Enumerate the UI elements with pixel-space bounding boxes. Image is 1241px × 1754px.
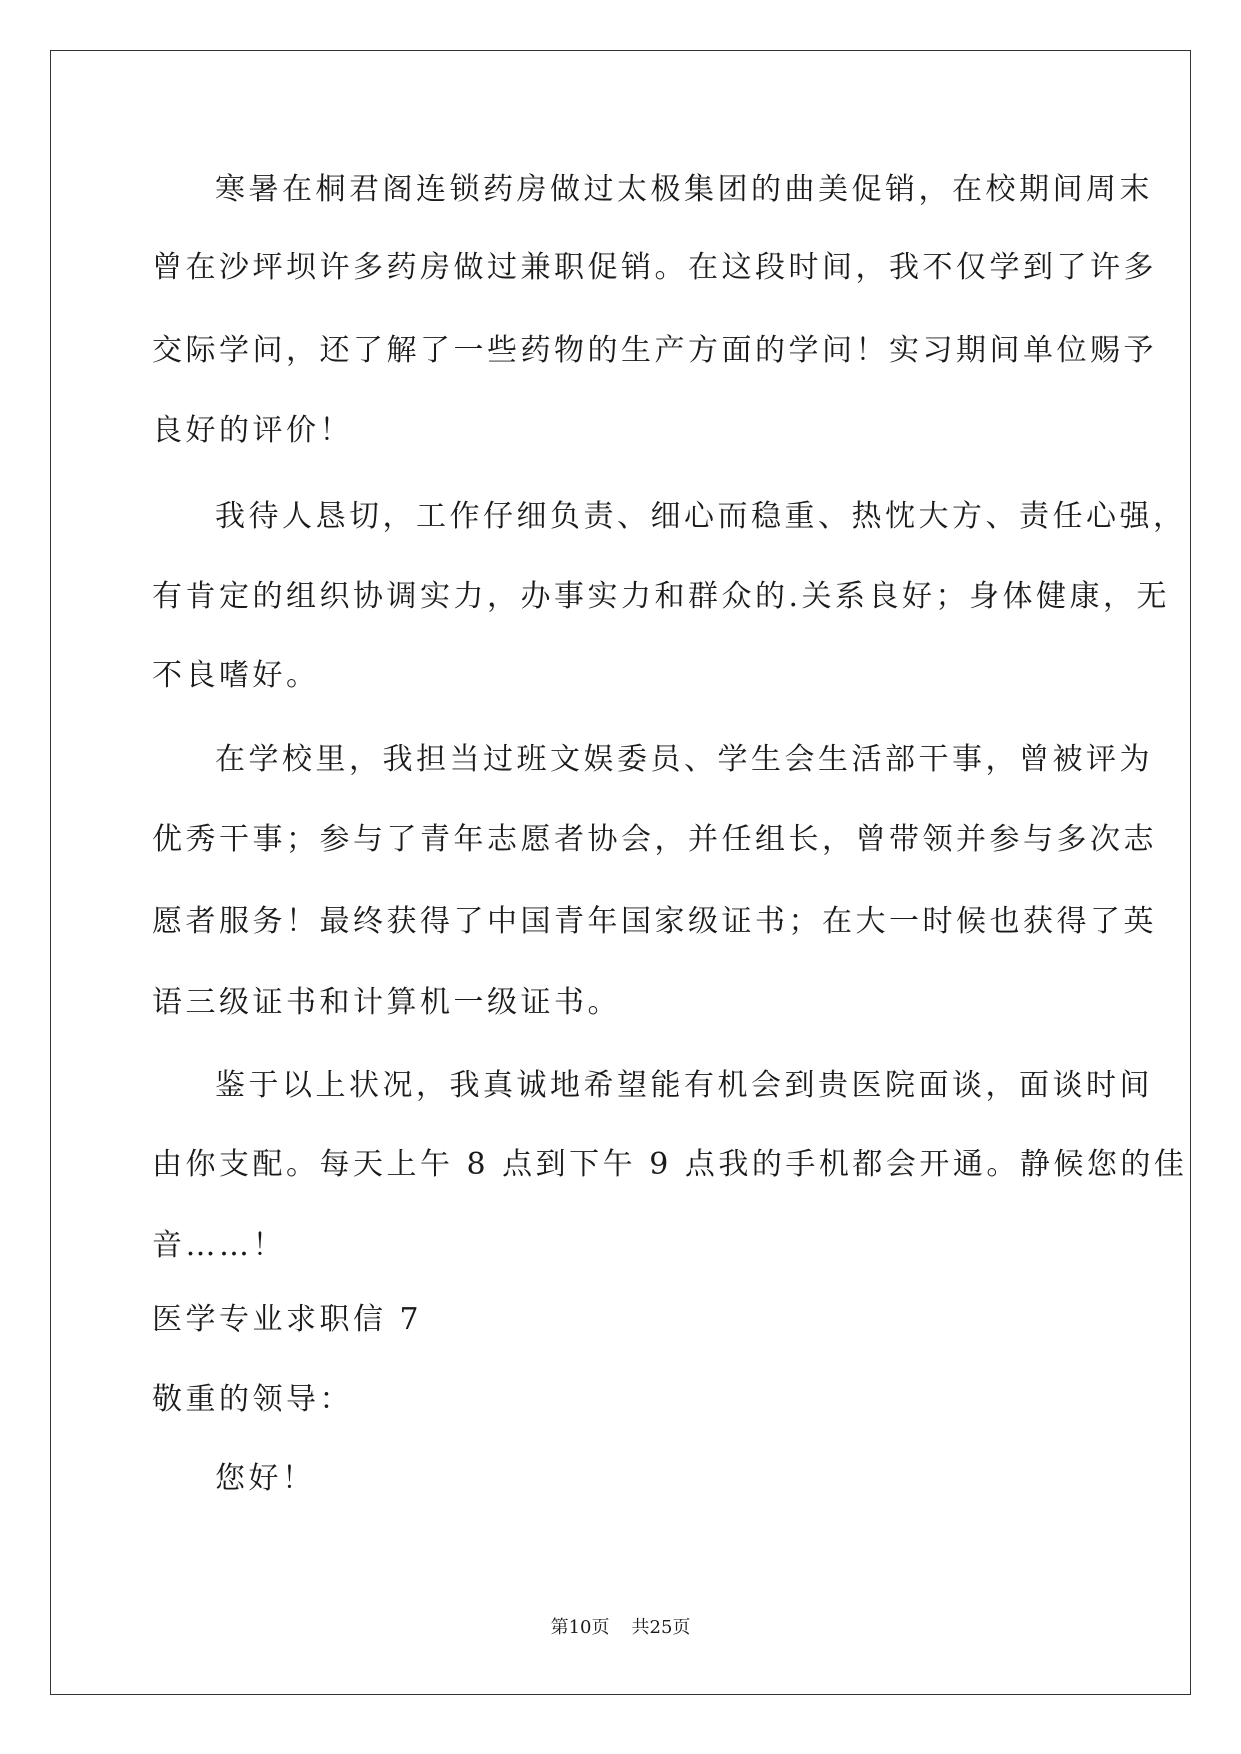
paragraph-line: 不良嗜好。: [152, 658, 320, 693]
paragraph-line: 交际学问，还了解了一些药物的生产方面的学问！实习期间单位赐予: [152, 333, 1157, 368]
paragraph-line: 良好的评价！: [152, 413, 353, 448]
paragraph-line: 有肯定的组织协调实力，办事实力和群众的.关系良好；身体健康，无: [152, 579, 1171, 614]
salutation: 敬重的领导：: [152, 1382, 353, 1417]
paragraph-line: 曾在沙坪坝许多药房做过兼职促销。在这段时间，我不仅学到了许多: [152, 250, 1157, 285]
paragraph-line: 寒暑在桐君阁连锁药房做过太极集团的曲美促销，在校期间周末: [215, 172, 1153, 207]
paragraph-line: 我待人恳切，工作仔细负责、细心而稳重、热忱大方、责任心强，: [215, 499, 1187, 534]
paragraph-line: 优秀干事；参与了青年志愿者协会，并任组长，曾带领并参与多次志: [152, 822, 1157, 857]
greeting: 您好！: [215, 1461, 316, 1496]
page-number: 第10页: [550, 1617, 610, 1638]
section-heading: 医学专业求职信 7: [152, 1302, 423, 1337]
paragraph-line: 由你支配。每天上午 8 点到下午 9 点我的手机都会开通。静候您的佳: [152, 1147, 1188, 1182]
paragraph-line: 愿者服务！最终获得了中国青年国家级证书；在大一时候也获得了英: [152, 904, 1157, 939]
page-footer: [0, 1616, 1241, 1640]
paragraph-line: 鉴于以上状况，我真诚地希望能有机会到贵医院面谈，面谈时间: [215, 1068, 1153, 1103]
page-border: [50, 50, 1191, 1695]
paragraph-line: 语三级证书和计算机一级证书。: [152, 985, 621, 1020]
page-total: 共25页: [631, 1617, 691, 1638]
paragraph-line: 在学校里，我担当过班文娱委员、学生会生活部干事，曾被评为: [215, 742, 1153, 777]
paragraph-line: 音……！: [152, 1228, 286, 1263]
